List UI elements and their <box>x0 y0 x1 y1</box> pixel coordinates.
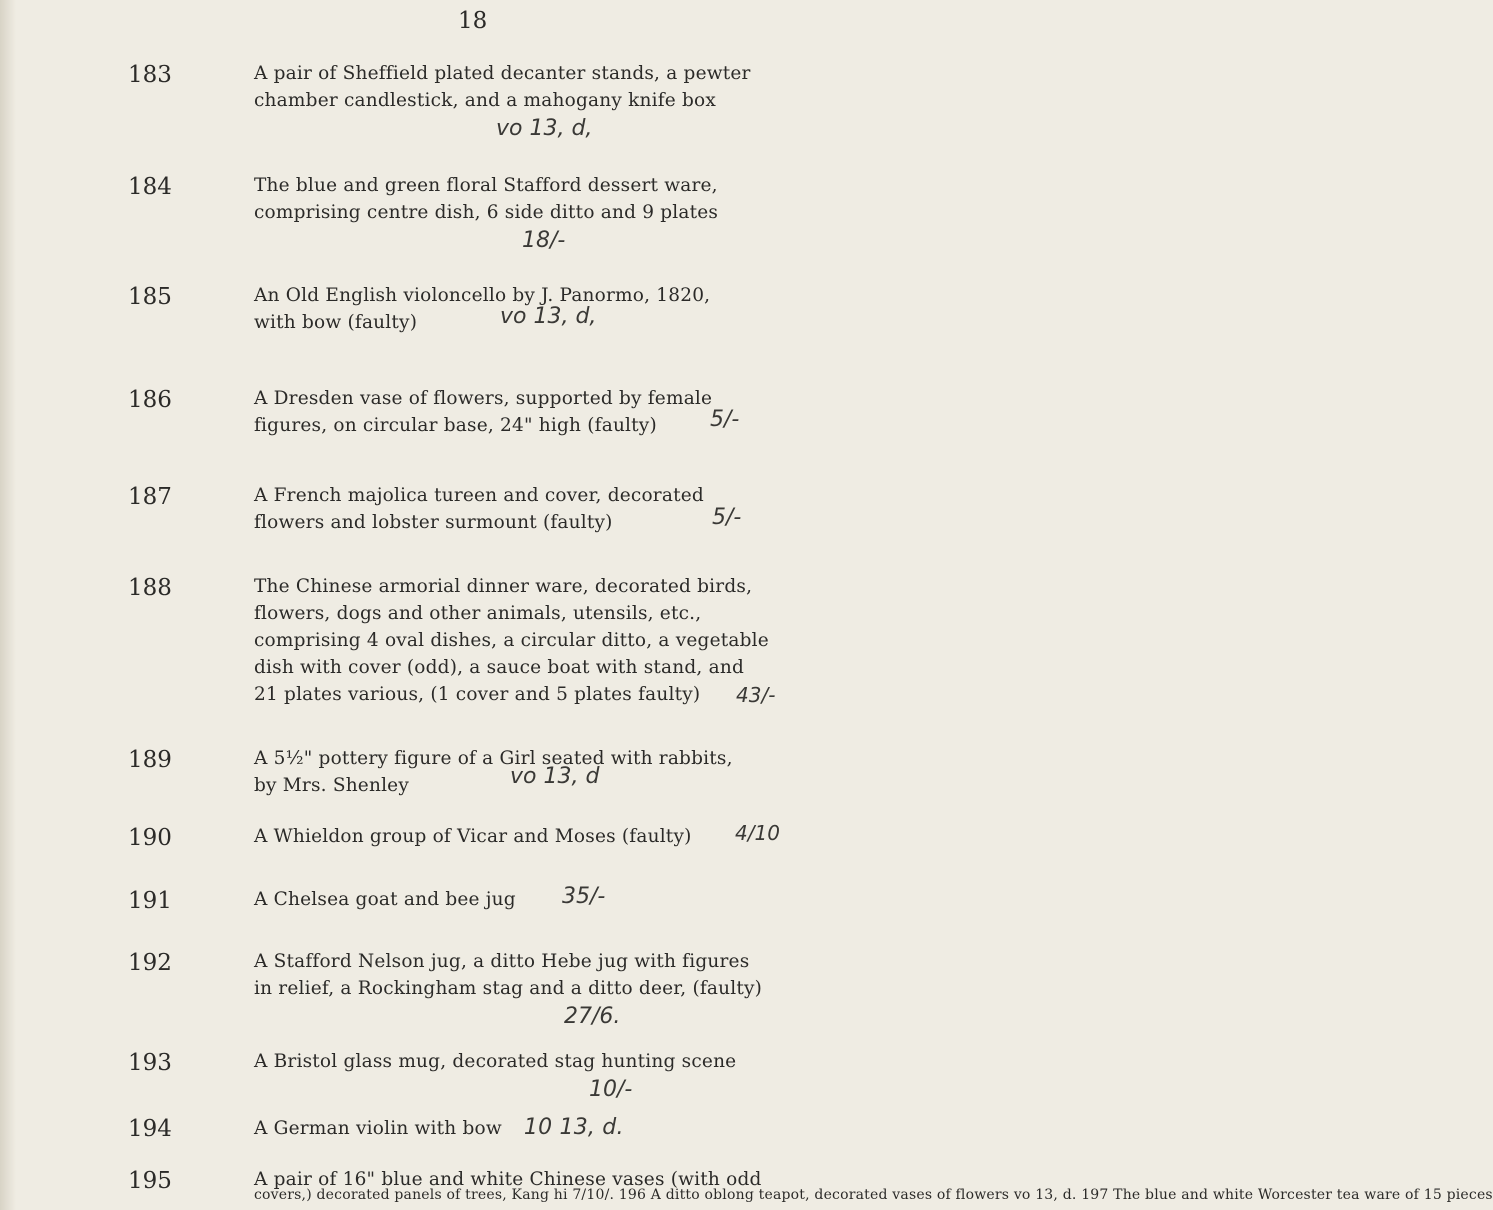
lot-description-line: A ditto oblong teapot, decorated vases of flowers <box>650 1187 1010 1203</box>
handwritten-price: 18/- <box>522 228 566 253</box>
handwritten-price: 10/- <box>589 1077 633 1102</box>
lot-description-line: in relief, a Rockingham stag and a ditto deer, (faulty) <box>254 978 763 999</box>
lot-description-line: A Stafford Nelson jug, a ditto Hebe jug with figures <box>254 951 750 972</box>
handwritten-price: 7/10/. <box>572 1187 615 1203</box>
handwritten-price: 43/- <box>736 683 776 707</box>
lot-description-line: 21 plates various, (1 cover and 5 plates faulty) <box>254 684 701 705</box>
lot-entry <box>254 886 800 913</box>
lot-entry <box>254 1114 800 1142</box>
handwritten-price: 35/- <box>562 884 606 909</box>
handwritten-price: vo 13, d <box>510 764 600 789</box>
lot-entry <box>254 1048 800 1105</box>
lot-entry <box>254 948 800 1032</box>
lot-entry <box>254 823 800 850</box>
lot-description-line: A Bristol glass mug, decorated stag hunting scene <box>254 1051 737 1072</box>
lot-description-line: by Mrs. Shenley <box>254 775 409 796</box>
lot-description-line: An Old English violoncello by J. Panormo, 1820, <box>254 285 711 306</box>
handwritten-price: 10 13, d. <box>523 1115 624 1140</box>
handwritten-price: 5/- <box>710 407 740 432</box>
lot-description-line: dish with cover (odd), a sauce boat with stand, and <box>254 657 744 678</box>
lot-description-line: A Whieldon group of Vicar and Moses (faulty) <box>254 826 692 847</box>
lot-description-line: The blue and white Worcester tea ware of 15 pieces <box>1113 1187 1493 1203</box>
lot-description-line: covers,) decorated panels of trees, Kang hi <box>254 1187 568 1203</box>
handwritten-price: 4/10 <box>735 821 780 845</box>
lot-description-line: A Chelsea goat and bee jug <box>254 889 516 910</box>
lot-number: 197 <box>1081 1187 1109 1203</box>
lot-description-line: The blue and green floral Stafford dessert ware, <box>254 175 718 196</box>
handwritten-price: 27/6. <box>564 1004 621 1029</box>
lot-description-line: The Chinese armorial dinner ware, decorated birds, <box>254 576 753 597</box>
lot-entry <box>254 573 800 708</box>
page-fold-shadow <box>0 0 16 1210</box>
handwritten-price: vo 13, d, <box>496 116 593 141</box>
lot-entry <box>254 1187 1493 1210</box>
lot-description-line: A French majolica tureen and cover, decorated <box>254 485 704 506</box>
lot-description-line: with bow (faulty) <box>254 312 418 333</box>
lot-entry <box>254 60 800 144</box>
handwritten-price: vo 13, d. <box>1013 1187 1077 1203</box>
handwritten-price: 5/- <box>712 505 742 530</box>
lot-description-text: A German violin with bow <box>254 1118 502 1139</box>
lot-description-line <box>254 1114 800 1142</box>
lot-description-line: comprising 4 oval dishes, a circular ditto, a vegetable <box>254 630 769 651</box>
catalogue-page: 18 183 A pair of Sheffield plated decanter stands, a pewter chamber candlestick, and a mahogany knife box vo 13, d, 184 The blue and green floral Stafford dessert ware, comprising centre dish, 6 side ditto and 9 plates 18/- 185 An Old English violoncello by J. Panormo, 1820, with bow (faulty) vo 13, d, 186 A Dresden vase of flowers, supported by female figures, on circular base, 24" high (faulty) 5/- 187 A French majolica tureen and cover, decorated flowers and lobster surmount (faulty) 5/- 188 The Chinese armorial dinner ware, decorated birds, flowers, dogs and other animals, utensils, etc., comprising 4 oval dishes, a circular ditto, a vegetable dish with cover (odd), a sauce boat with stand, and 21 plates various, (1 cover and 5 plates faulty) 43/- 189 A 5½" pottery figure of a Girl seated with rabbits, by Mrs. Shenley vo 13, d 190 A Whieldon group of Vicar and Moses (faulty) 4/10 191 A Chelsea goat and bee jug 35/- 192 A Stafford Nelson jug, a ditto Hebe jug with figures in relief, a Rockingham stag and a ditto deer, (faulty) 27/6. 193 A Bristol glass mug, decorated stag hunting scene 10/- 194 A German violin with bow 10 13, d. 195 A pair of 16" blue and white Chinese vases (with odd covers,) decorated panels of trees, Kang hi 7/10/. 196 A ditto oblong teapot, decorated vases of flowers vo 13, d. 197 The blue and white Worcester tea ware of 15 pieces <box>0 0 800 1210</box>
lot-description-line: chamber candlestick, and a mahogany knife box <box>254 90 717 111</box>
lot-number: 196 <box>618 1187 647 1203</box>
lot-entry <box>254 172 800 256</box>
handwritten-price: vo 13, d, <box>500 304 597 329</box>
lot-description-line: comprising centre dish, 6 side ditto and 9 plates <box>254 202 719 223</box>
lot-description-line: flowers, dogs and other animals, utensils, etc., <box>254 603 702 624</box>
lot-description-line: A pair of Sheffield plated decanter stands, a pewter <box>254 63 751 84</box>
lot-description-line: figures, on circular base, 24" high (faulty) <box>254 415 657 436</box>
lot-description-line: A 5½" pottery figure of a Girl seated with rabbits, <box>254 748 733 769</box>
lot-description-line: flowers and lobster surmount (faulty) <box>254 512 613 533</box>
lot-description-line: A Dresden vase of flowers, supported by female <box>254 388 713 409</box>
lot-description-line: A pair of 16" blue and white Chinese vases (with odd <box>254 1169 762 1190</box>
